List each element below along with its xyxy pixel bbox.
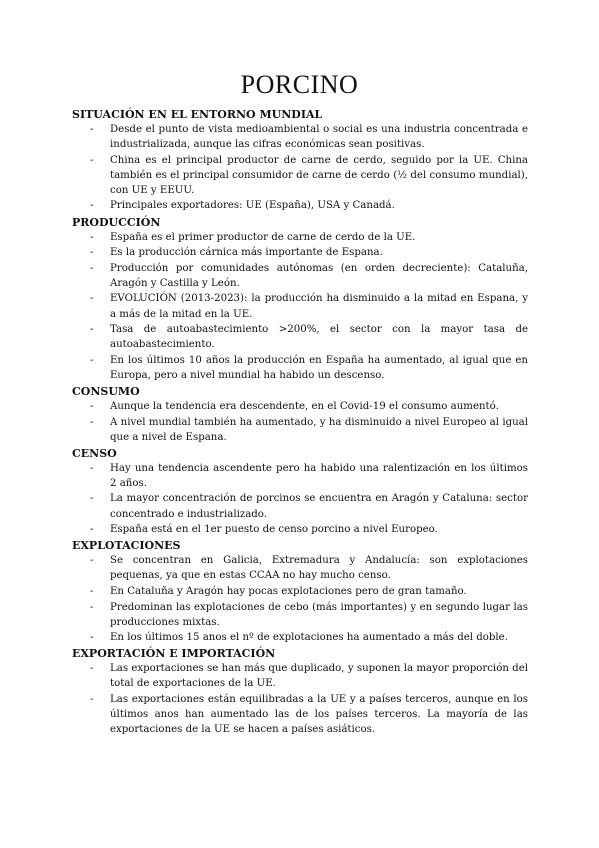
list-item	[72, 584, 528, 599]
bullet-list	[72, 661, 528, 737]
bullet-dash: -	[90, 663, 94, 675]
list-item	[72, 661, 528, 691]
list-item	[72, 415, 528, 445]
list-item-text: Producción por comunidades autónomas (en orden decreciente): Cataluña, Aragón y Castilla y León.	[110, 262, 528, 289]
list-item	[72, 322, 528, 352]
list-item	[72, 399, 528, 414]
section-heading: CONSUMO	[72, 385, 140, 398]
list-item-text: Predominan las explotaciones de cebo (más importantes) y en segundo lugar las producciones mixtas.	[110, 601, 528, 628]
list-item	[72, 600, 528, 630]
list-item	[72, 553, 528, 583]
list-item	[72, 261, 528, 291]
bullet-dash: -	[90, 524, 94, 536]
bullet-dash: -	[90, 555, 94, 567]
list-item	[72, 122, 528, 152]
list-item-text: Las exportaciones se han más que duplicado, y suponen la mayor proporción del total de exportaciones de la UE.	[110, 663, 528, 690]
bullet-dash: -	[90, 124, 94, 135]
bullet-dash: -	[90, 416, 94, 428]
list-item	[72, 198, 528, 213]
bullet-list	[72, 461, 528, 537]
list-item-text: España está en el 1er puesto de censo porcino a nivel Europeo.	[110, 524, 438, 536]
list-item-text: En los últimos 15 anos el nº de explotaciones ha aumentado a más del doble.	[110, 632, 508, 644]
bullet-dash: -	[90, 154, 94, 166]
bullet-dash: -	[90, 462, 94, 474]
bullet-dash: -	[90, 493, 94, 505]
list-item	[72, 692, 528, 737]
section-heading: CENSO	[72, 446, 117, 460]
section	[72, 384, 528, 445]
bullet-dash: -	[90, 324, 94, 336]
list-item	[72, 491, 528, 521]
section	[72, 646, 528, 737]
list-item-text: Es la producción cárnica más importante de Espana.	[110, 247, 383, 259]
section-heading: EXPORTACIÓN E IMPORTACIÓN	[72, 647, 276, 661]
list-item-text: Las exportaciones están equilibradas a la UE y a países terceros, aunque en los últimos anos han aumentado las de los países terceros. La mayoría de las exportaciones de la UE se hacen a países asiáticos.	[110, 694, 528, 736]
bullet-list	[72, 553, 528, 645]
bullet-dash: -	[90, 293, 94, 305]
list-item-text: Tasa de autoabastecimiento >200%, el sector con la mayor tasa de autoabastecimiento.	[110, 324, 528, 351]
list-item-text: En los últimos 10 años la producción en España ha aumentado, al igual que en Europa, pero a nivel mundial ha habido un descenso.	[110, 354, 528, 381]
bullet-dash: -	[90, 200, 94, 212]
list-item	[72, 630, 528, 645]
bullet-dash: -	[90, 247, 94, 259]
list-item-text: Principales exportadores: UE (España), USA y Canadá.	[110, 200, 395, 212]
bullet-dash: -	[90, 632, 94, 644]
list-item	[72, 522, 528, 537]
page-title: PORCINO	[240, 70, 359, 99]
list-item	[72, 353, 528, 383]
list-item-text: Aunque la tendencia era descendente, en el Covid-19 el consumo aumentó.	[110, 401, 499, 412]
list-item-text: Hay una tendencia ascendente pero ha habido una ralentización en los últimos 2 años.	[110, 462, 528, 489]
bullet-dash: -	[90, 601, 94, 613]
section	[72, 215, 528, 383]
list-item-text: Desde el punto de vista medioambiental o social es una industria concentrada e industrializada, aunque las cifras económicas sean positivas.	[110, 124, 528, 151]
list-item-text: La mayor concentración de porcinos se encuentra en Aragón y Cataluna: sector concentrado e industrializado.	[110, 493, 528, 520]
list-item	[72, 245, 528, 260]
bullet-dash: -	[90, 262, 94, 274]
bullet-list	[72, 230, 528, 383]
bullet-dash: -	[90, 401, 94, 412]
bullet-list	[72, 399, 528, 445]
bullet-dash: -	[90, 354, 94, 366]
list-item-text: En Cataluña y Aragón hay pocas explotaciones pero de gran tamaño.	[110, 585, 467, 597]
bullet-dash: -	[90, 231, 94, 243]
list-item	[72, 291, 528, 321]
section-heading: PRODUCCIÓN	[72, 215, 161, 229]
list-item	[72, 153, 528, 198]
bullet-list	[72, 122, 528, 214]
section	[72, 538, 528, 645]
section	[72, 446, 528, 537]
list-item-text: Se concentran en Galicia, Extremadura y Andalucía: son explotaciones pequenas, ya que en estas CCAA no hay mucho censo.	[110, 555, 528, 582]
list-item	[72, 461, 528, 491]
section-heading: EXPLOTACIONES	[72, 539, 181, 553]
bullet-dash: -	[90, 694, 94, 705]
list-item-text: España es el primer productor de carne de cerdo de la UE.	[110, 231, 416, 243]
list-item-text: A nivel mundial también ha aumentado, y ha disminuido a nivel Europeo al igual que a nivel de Espana.	[110, 416, 528, 443]
list-item-text: EVOLUCIÓN (2013-2023): la producción ha disminuido a la mitad en Espana, y a más de la mitad en la UE.	[110, 293, 528, 320]
section-heading: SITUACIÓN EN EL ENTORNO MUNDIAL	[72, 108, 323, 121]
list-item-text: China es el principal productor de carne de cerdo, seguido por la UE. China también es el principal consumidor de carne de cerdo (½ del consumo mundial), con UE y EEUU.	[110, 154, 528, 196]
bullet-dash: -	[90, 585, 94, 597]
list-item	[72, 230, 528, 245]
section	[72, 107, 528, 214]
document-body	[72, 106, 528, 738]
